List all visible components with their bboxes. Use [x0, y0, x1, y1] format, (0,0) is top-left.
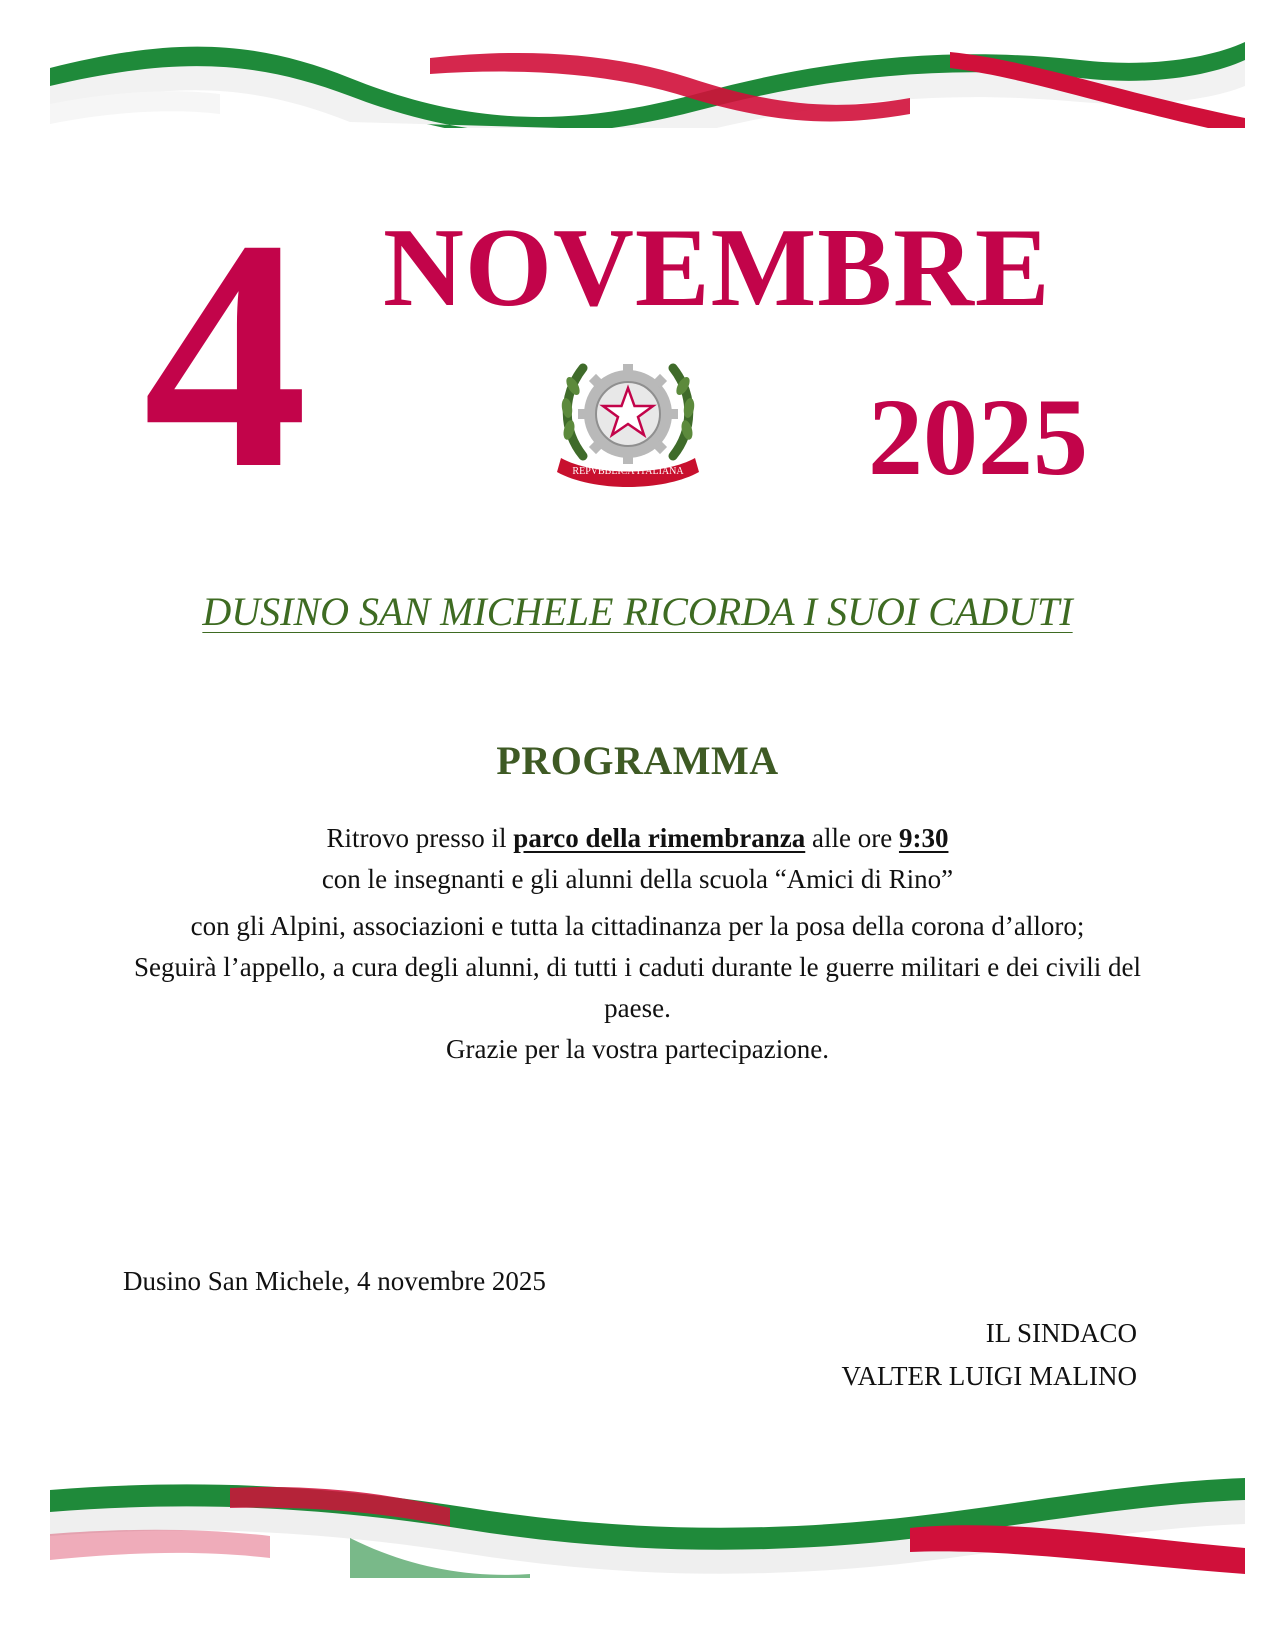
programma-line-1-pre: Ritrovo presso il: [326, 823, 514, 853]
programma-line-4: Seguirà l’appello, a cura degli alunni, di tutti i caduti durante le guerre militari e dei civili del paese.: [134, 952, 1141, 1023]
headline: DUSINO SAN MICHELE RICORDA I SUOI CADUTI: [202, 589, 1073, 634]
programma-line-2: con le insegnanti e gli alunni della scuola “Amici di Rino”: [321, 864, 954, 894]
meeting-time: 9:30: [898, 823, 949, 853]
place-date: Dusino San Michele, 4 novembre 2025: [123, 1266, 546, 1296]
day-number: 4: [143, 172, 308, 537]
programma-line-1: [130, 818, 1145, 859]
emblem-banner-text: REPVBBLICA ITALIANA: [572, 466, 684, 477]
year-title: 2025: [868, 376, 1088, 498]
tricolour-ribbon-top: [50, 38, 1245, 128]
signature-block: [842, 1312, 1137, 1398]
signature-role: IL SINDACO: [985, 1318, 1137, 1348]
programma-body: [130, 818, 1145, 1070]
programma-line-3: con gli Alpini, associazioni e tutta la cittadinanza per la posa della corona d’alloro;: [190, 911, 1085, 941]
month-title: NOVEMBRE: [383, 206, 1051, 330]
programma-line-5: Grazie per la vostra partecipazione.: [445, 1034, 830, 1064]
programma-line-1-mid: alle ore: [805, 823, 899, 853]
meeting-place: parco della rimembranza: [513, 823, 806, 853]
repubblica-italiana-emblem-icon: [553, 346, 703, 496]
tricolour-ribbon-bottom: [50, 1478, 1245, 1578]
signature-name: VALTER LUIGI MALINO: [841, 1361, 1137, 1391]
programma-title: PROGRAMMA: [496, 738, 779, 783]
